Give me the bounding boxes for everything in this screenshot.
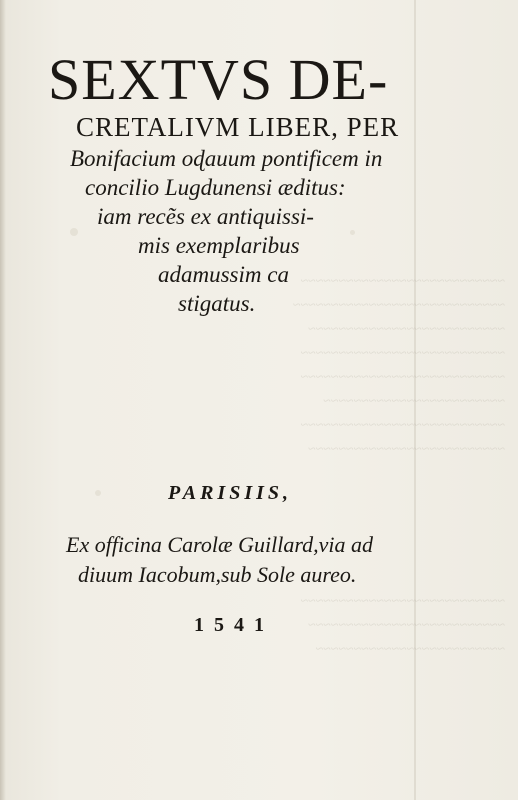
book-title [40, 48, 440, 318]
imprint-year: 1541 [194, 614, 274, 636]
title-line: Bonifacium oɖauum pontificem in [70, 146, 383, 171]
imprint-publisher: Ex officina Carolæ Guillard,via ad [66, 532, 373, 557]
page-edge-shadow [0, 0, 6, 800]
title-line: iam recẽs ex antiquissi- [97, 204, 314, 229]
title-line: concilio Lugdunensi æditus: [85, 175, 346, 200]
title-line: stigatus. [178, 291, 256, 316]
title-line: adamussim ca [158, 262, 289, 287]
imprint-city: PARISIIS, [168, 482, 293, 504]
show-through-text: ~~~~~~~~~~~~~~~~~~~~~~~~~~~ ~~~~~~~~~~~~~~~~~~~~~~~~~~~~ ~~~~~~~~~~~~~~~~~~~~~~~~~~ ~~~~~~~~~~~~~~~~~~~~~~~~~~~ ~~~~~~~~~~~~~~~~~~~~~~~~~~~ ~~~~~~~~~~~~~~~~~~~~~~~~ ~~~~~~~~~~~~~~~~~~~~~~~~~~~ ~~~~~~~~~~~~~~~~~~~~~~~~~~ [292, 274, 505, 457]
imprint [40, 478, 440, 640]
show-through-text: ~~~~~~~~~~~~~~~~~~~~~~~~~~~ ~~~~~~~~~~~~~~~~~~~~~~~~~~ ~~~~~~~~~~~~~~~~~~~~~~~~~ [300, 594, 505, 657]
title-line: SEXTVS DE- [48, 47, 389, 112]
title-line: mis exemplaribus [138, 233, 300, 258]
imprint-publisher: diuum Iacobum,sub Sole aureo. [78, 562, 357, 587]
title-line: CRETALIVM LIBER, PER [76, 112, 400, 142]
